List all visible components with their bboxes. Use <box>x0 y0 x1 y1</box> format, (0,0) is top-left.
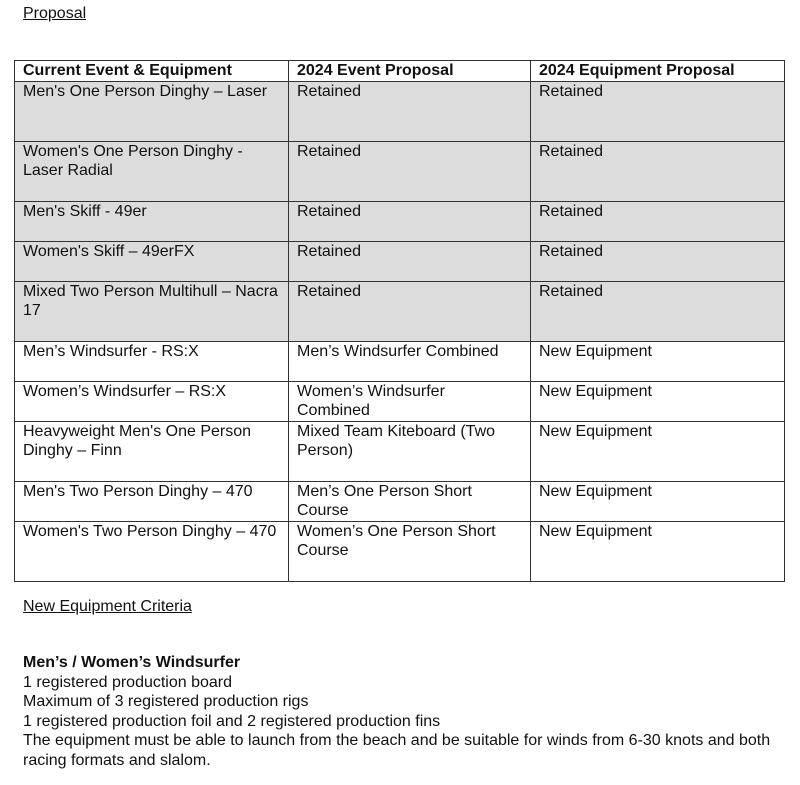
current-event-cell: Women’s Windsurfer – RS:X <box>15 381 289 421</box>
event-proposal-cell: Retained <box>289 141 531 201</box>
proposal-heading: Proposal <box>23 5 87 22</box>
current-event-cell: Men's One Person Dinghy – Laser <box>15 81 289 141</box>
event-proposal-cell: Retained <box>289 241 531 281</box>
current-event-cell: Men's Two Person Dinghy – 470 <box>15 481 289 521</box>
column-header-equipment-proposal: 2024 Equipment Proposal <box>531 61 785 82</box>
equipment-proposal-cell: New Equipment <box>531 421 785 481</box>
criteria-title: Men’s / Women’s Windsurfer <box>23 654 241 671</box>
table-row <box>15 341 785 381</box>
criteria-section <box>23 653 783 770</box>
event-proposal-cell: Retained <box>289 281 531 341</box>
event-proposal-cell: Mixed Team Kiteboard (Two Person) <box>289 421 531 481</box>
event-proposal-cell: Women’s One Person Short Course <box>289 521 531 581</box>
current-event-cell: Men’s Windsurfer - RS:X <box>15 341 289 381</box>
current-event-cell: Women's One Person Dinghy - Laser Radial <box>15 141 289 201</box>
criteria-line: 1 registered production foil and 2 registered production fins <box>23 712 441 730</box>
column-header-event-proposal: 2024 Event Proposal <box>289 61 531 82</box>
column-header-current: Current Event & Equipment <box>15 61 289 82</box>
equipment-proposal-cell: Retained <box>531 201 785 241</box>
equipment-proposal-cell: New Equipment <box>531 341 785 381</box>
criteria-line: Maximum of 3 registered production rigs <box>23 693 309 710</box>
equipment-proposal-cell: New Equipment <box>531 381 785 421</box>
equipment-proposal-cell: New Equipment <box>531 481 785 521</box>
equipment-proposal-cell: Retained <box>531 141 785 201</box>
proposal-table <box>14 60 785 582</box>
current-event-cell: Men's Skiff - 49er <box>15 201 289 241</box>
equipment-proposal-cell: Retained <box>531 241 785 281</box>
current-event-cell: Mixed Two Person Multihull – Nacra 17 <box>15 281 289 341</box>
equipment-proposal-cell: Retained <box>531 281 785 341</box>
table-row <box>15 521 785 581</box>
current-event-cell: Women's Skiff – 49erFX <box>15 241 289 281</box>
event-proposal-cell: Men’s One Person Short Course <box>289 481 531 521</box>
criteria-line: 1 registered production board <box>23 673 233 691</box>
current-event-cell: Women's Two Person Dinghy – 470 <box>15 521 289 581</box>
table-row <box>15 81 785 141</box>
table-row <box>15 141 785 201</box>
event-proposal-cell: Retained <box>289 81 531 141</box>
equipment-proposal-cell: New Equipment <box>531 521 785 581</box>
table-header-row <box>15 61 785 82</box>
table-row <box>15 241 785 281</box>
table-row <box>15 421 785 481</box>
equipment-proposal-cell: Retained <box>531 81 785 141</box>
event-proposal-cell: Women’s Windsurfer Combined <box>289 381 531 421</box>
table-row <box>15 481 785 521</box>
criteria-line: The equipment must be able to launch from the beach and be suitable for winds from 6-30 knots and both racing formats and slalom. <box>23 732 771 769</box>
table-row <box>15 281 785 341</box>
event-proposal-cell: Retained <box>289 201 531 241</box>
table-row <box>15 381 785 421</box>
current-event-cell: Heavyweight Men's One Person Dinghy – Finn <box>15 421 289 481</box>
criteria-heading: New Equipment Criteria <box>23 598 192 615</box>
table-row <box>15 201 785 241</box>
event-proposal-cell: Men’s Windsurfer Combined <box>289 341 531 381</box>
